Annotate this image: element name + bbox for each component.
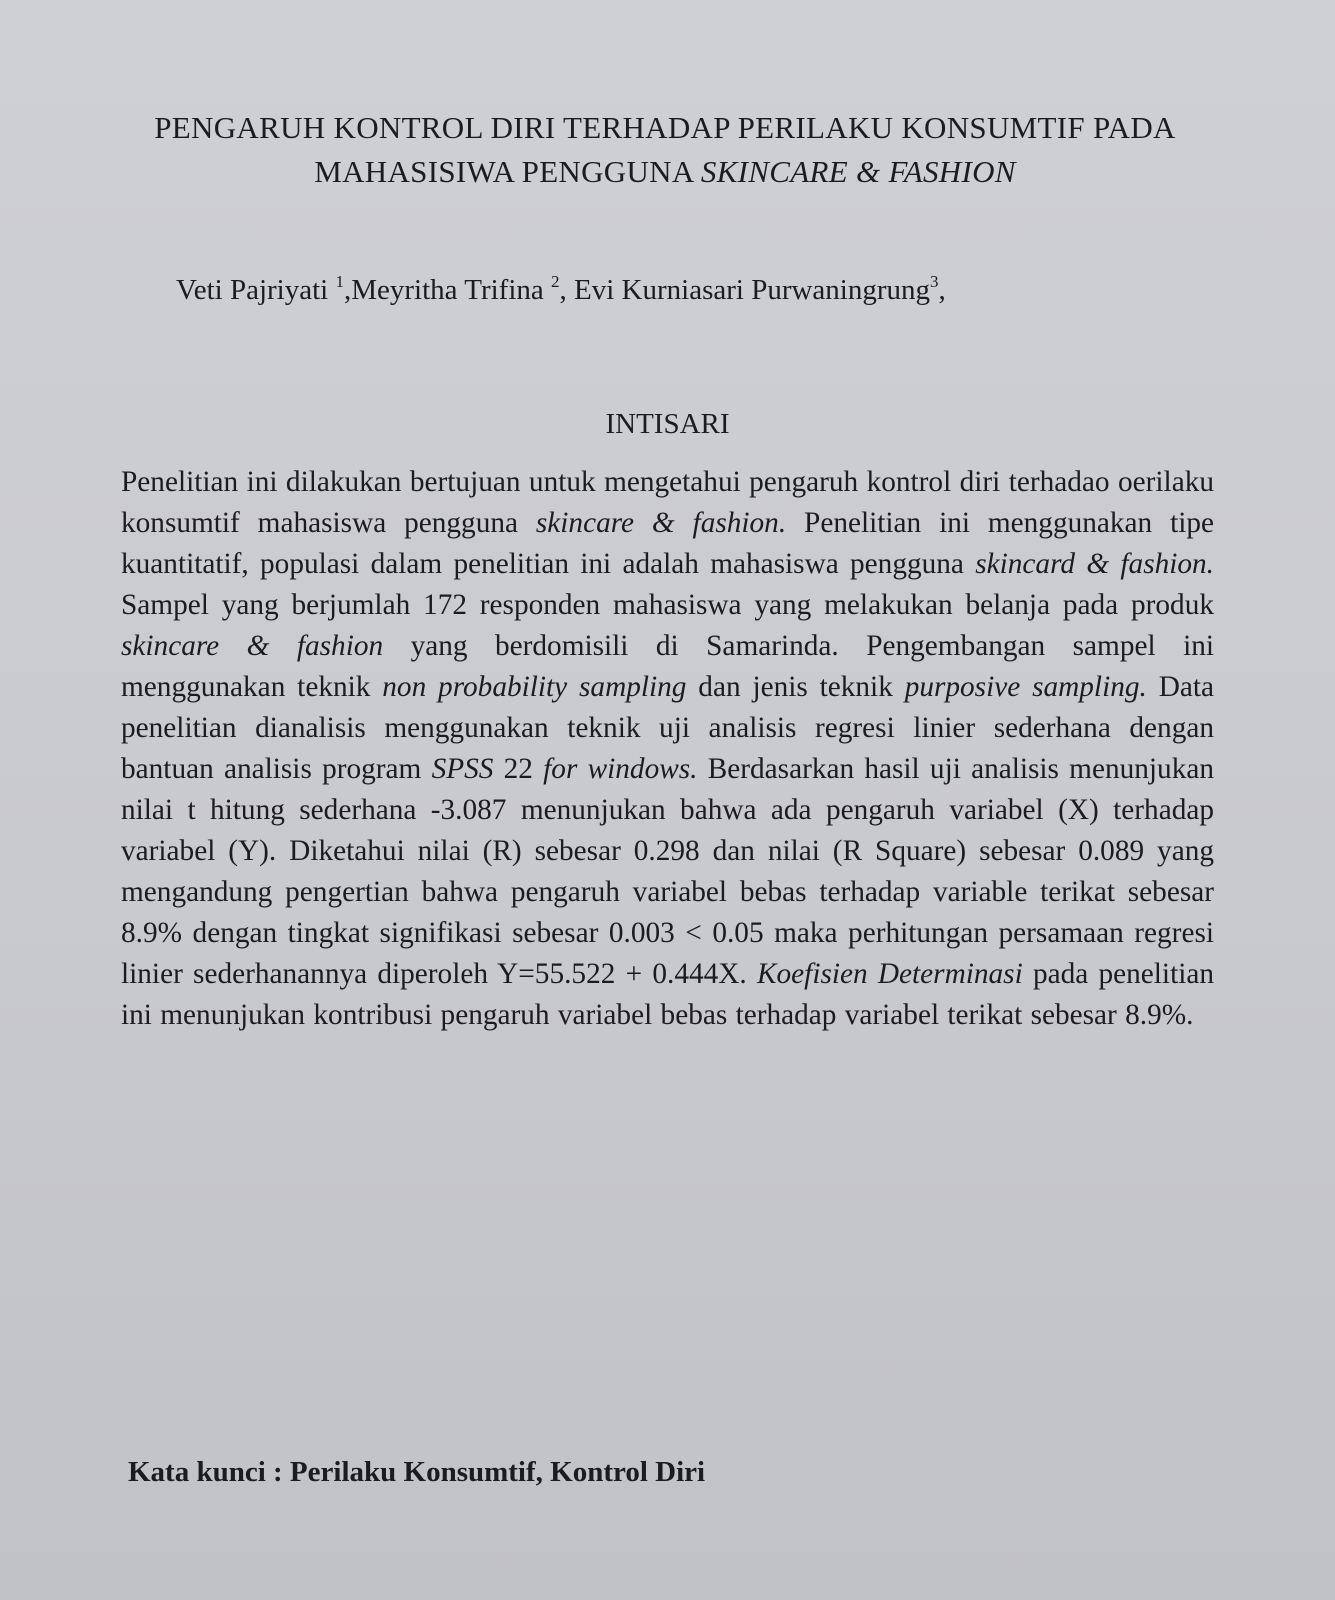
abstract-text: Penelitian ini menggunakan tipe kuantitatif, populasi dalam penelitian ini adalah mahasiswa pengguna bbox=[121, 507, 1215, 580]
author-name: Meyritha Trifina bbox=[351, 274, 544, 306]
title-line-2-text: MAHASISIWA PENGGUNA bbox=[314, 154, 693, 189]
author-affiliation-mark: 2 bbox=[551, 272, 560, 291]
abstract-text: dan jenis teknik bbox=[698, 671, 893, 703]
title-line-1: PENGARUH KONTROL DIRI TERHADAP PERILAKU KONSUMTIF PADA bbox=[154, 110, 1176, 145]
abstract-italic-term: for windows. bbox=[543, 753, 698, 785]
author-affiliation-mark: 3 bbox=[930, 272, 939, 291]
abstract-italic-term: purposive sampling. bbox=[904, 671, 1147, 703]
title-line-2 bbox=[110, 150, 1220, 194]
abstract-italic-term: non probability sampling bbox=[382, 671, 687, 703]
author-name: Evi Kurniasari Purwaningrung bbox=[574, 274, 931, 306]
abstract-text: Penelitian ini dilakukan bertujuan untuk mengetahui pengaruh kontrol diri terhadao oerilaku konsumtif mahasiswa pengguna bbox=[121, 466, 1214, 539]
title-line-2-italic: SKINCARE & FASHION bbox=[700, 154, 1016, 189]
author-list bbox=[176, 270, 946, 310]
author-separator: , bbox=[559, 274, 567, 306]
abstract-paragraph bbox=[121, 462, 1214, 1036]
abstract-text: Berdasarkan hasil uji analisis menunjukan nilai t hitung sederhana -3.087 menunjukan bahwa ada pengaruh variabel (X) terhadap variabel (Y). Diketahui nilai (R) sebesar 0.298 dan nilai (R Square) sebesar 0.089 yang mengandung pengertian bahwa pengaruh variabel bebas terhadap variable terikat sebesar 8.9% dengan tingkat signifikasi sebesar 0.003 < 0.05 maka perhitungan persamaan regresi linier sederhanannya diperoleh Y=55.522 + 0.444X. bbox=[121, 753, 1215, 990]
abstract-italic-term: skincare & fashion. bbox=[535, 507, 787, 539]
abstract-text: pada penelitian ini menunjukan kontribusi pengaruh variabel bebas terhadap variabel terikat sebesar 8.9%. bbox=[121, 958, 1214, 1031]
abstract-text: 22 bbox=[503, 753, 533, 785]
abstract-italic-term: SPSS bbox=[431, 753, 494, 785]
author-separator: , bbox=[938, 274, 946, 306]
author-name: Veti Pajriyati bbox=[176, 274, 329, 306]
abstract-text: Sampel yang berjumlah 172 responden mahasiswa yang melakukan belanja pada produk bbox=[121, 589, 1214, 621]
abstract-italic-term: skincare & fashion bbox=[121, 630, 384, 662]
author-affiliation-mark: 1 bbox=[335, 272, 344, 291]
section-heading: INTISARI bbox=[605, 408, 730, 440]
paper-title bbox=[110, 106, 1220, 194]
abstract-italic-term: Koefisien Determinasi bbox=[756, 958, 1023, 990]
keywords-line: Kata kunci : Perilaku Konsumtif, Kontrol Diri bbox=[128, 1456, 706, 1488]
author-separator: , bbox=[343, 274, 352, 306]
abstract-text: yang berdomisili di Samarinda. Pengembangan sampel ini menggunakan teknik bbox=[121, 630, 1215, 703]
abstract-text: Data penelitian dianalisis menggunakan teknik uji analisis regresi linier sederhana dengan bantuan analisis program bbox=[121, 671, 1214, 785]
abstract-italic-term: skincard & fashion. bbox=[975, 548, 1215, 580]
